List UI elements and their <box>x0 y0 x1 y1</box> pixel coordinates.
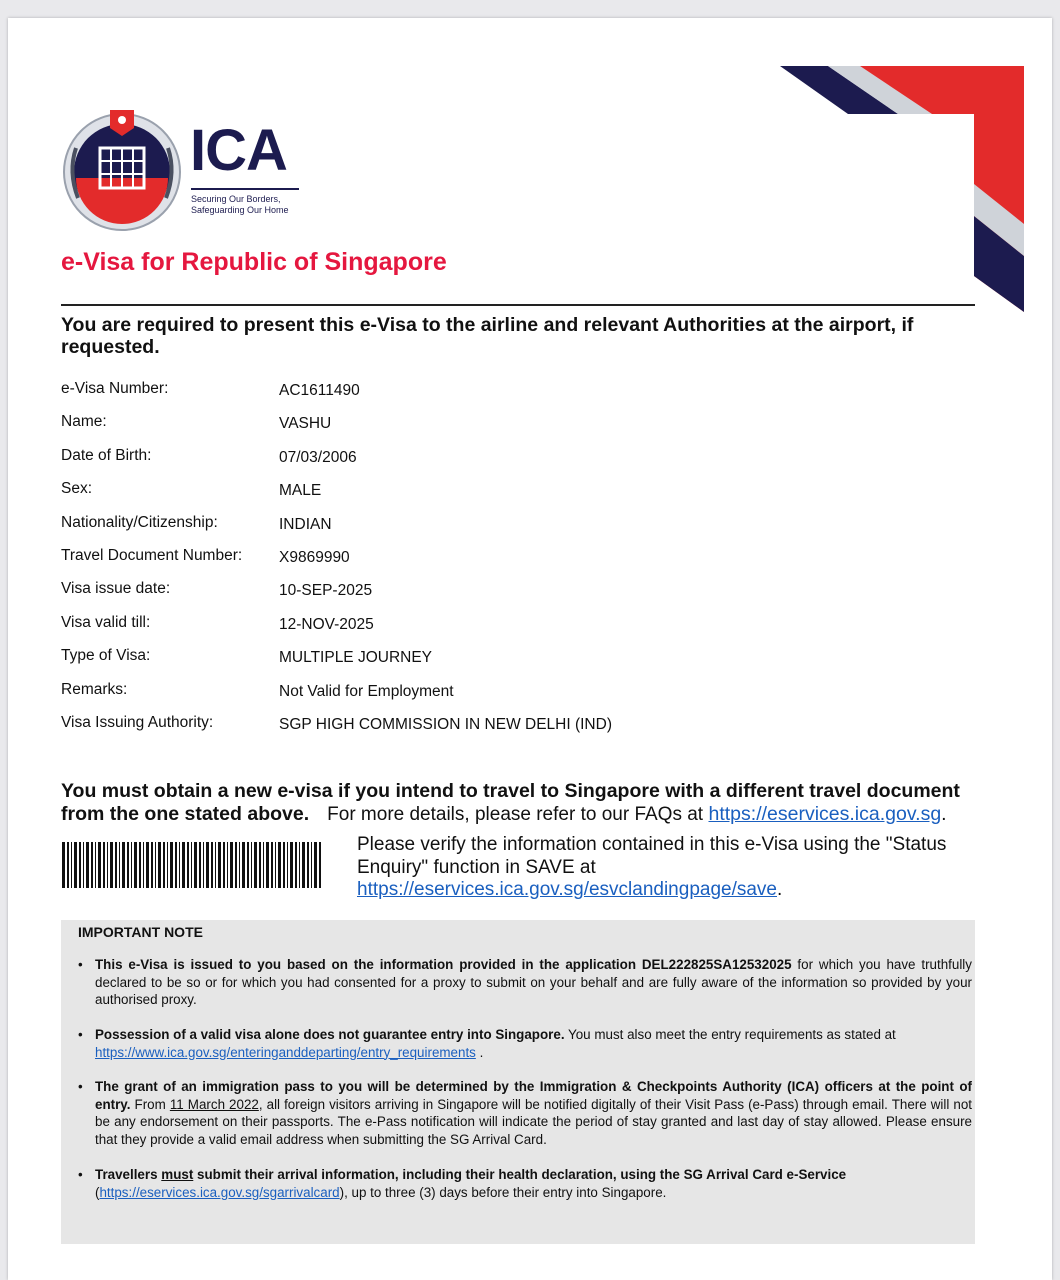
page-title: e-Visa for Republic of Singapore <box>61 248 447 276</box>
barcode-bar <box>307 842 309 888</box>
barcode-bar <box>182 842 185 888</box>
barcode-bar <box>175 842 177 888</box>
visa-field-row <box>61 411 961 444</box>
visa-field-row <box>61 378 961 411</box>
barcode-bar <box>103 842 105 888</box>
field-label: Name: <box>61 413 107 431</box>
barcode-bar <box>74 842 77 888</box>
barcode-bar <box>251 842 252 888</box>
barcode-bar <box>247 842 249 888</box>
barcode-bar <box>158 842 161 888</box>
field-value: 07/03/2006 <box>279 448 357 466</box>
logo-underline <box>191 188 299 190</box>
field-value: SGP HIGH COMMISSION IN NEW DELHI (IND) <box>279 715 612 733</box>
barcode-bar <box>203 842 204 888</box>
field-label: Visa issue date: <box>61 580 171 598</box>
barcode-bar <box>283 842 285 888</box>
visa-field-row <box>61 512 961 545</box>
barcode-bar <box>239 842 240 888</box>
barcode-image <box>62 842 324 888</box>
field-label: Nationality/Citizenship: <box>61 513 218 531</box>
barcode-bar <box>287 842 288 888</box>
barcode-bar <box>62 842 65 888</box>
field-label: Remarks: <box>61 680 128 698</box>
field-label: Travel Document Number: <box>61 546 243 564</box>
field-value: AC1611490 <box>279 382 360 399</box>
barcode-bar <box>295 842 297 888</box>
barcode-bar <box>266 842 269 888</box>
evisa-page <box>8 18 1052 1280</box>
barcode-bar <box>167 842 168 888</box>
barcode-bar <box>242 842 245 888</box>
barcode-bar <box>131 842 132 888</box>
barcode-bar <box>230 842 233 888</box>
sg-arrival-card-link[interactable]: https://eservices.ica.gov.sg/sgarrivalcard <box>99 1184 340 1200</box>
new-visa-notice: You must obtain a new e-visa if you intend to travel to Singapore with a different travel document from the one stated above. For more details, please refer to our FAQs at https://eservices.ica.gov.sg. <box>61 780 960 825</box>
barcode-bar <box>110 842 113 888</box>
field-value: MALE <box>279 482 322 500</box>
barcode-bar <box>254 842 257 888</box>
field-label: Sex: <box>61 480 93 498</box>
barcode-bar <box>143 842 144 888</box>
barcode-bar <box>115 842 117 888</box>
barcode-bar <box>151 842 153 888</box>
corner-stripes-decoration <box>780 66 1052 316</box>
barcode-bar <box>271 842 273 888</box>
barcode-bar <box>263 842 264 888</box>
barcode-bar <box>206 842 209 888</box>
barcode-bar <box>211 842 213 888</box>
barcode-bar <box>98 842 101 888</box>
barcode-bar <box>299 842 300 888</box>
barcode-bar <box>83 842 84 888</box>
faq-link[interactable]: https://eservices.ica.gov.sg <box>708 803 942 825</box>
barcode-bar <box>119 842 120 888</box>
barcode-bar <box>259 842 261 888</box>
save-status-enquiry-link[interactable]: https://eservices.ica.gov.sg/esvclandingpage/save <box>357 879 777 900</box>
field-label: Type of Visa: <box>61 647 151 665</box>
barcode-bar <box>67 842 69 888</box>
barcode-bar <box>218 842 221 888</box>
note-bullet-2: • Possession of a valid visa alone does not guarantee entry into Singapore. You must also meet the entry requirements as stated at https://www.ica.gov.sg/enteringanddeparting/entry_requirements . <box>78 1027 896 1060</box>
field-label: Visa valid till: <box>61 613 151 631</box>
barcode-bar <box>187 842 189 888</box>
field-value: 10-SEP-2025 <box>279 582 373 600</box>
field-value: 12-NOV-2025 <box>279 615 374 633</box>
barcode-bar <box>290 842 293 888</box>
barcode-bar <box>122 842 125 888</box>
field-label: Date of Birth: <box>61 446 152 464</box>
field-value: MULTIPLE JOURNEY <box>279 649 433 667</box>
visa-field-row <box>61 545 961 578</box>
barcode-bar <box>134 842 137 888</box>
barcode-bar <box>275 842 276 888</box>
barcode-bar <box>139 842 141 888</box>
present-notice: You are required to present this e-Visa to the airline and relevant Authorities at the airport, if requested. <box>61 314 914 358</box>
ica-logo-wordmark: ICA <box>190 118 287 183</box>
verify-notice: Please verify the information contained in this e-Visa using the "Status Enquiry" function in SAVE at https://eservices.ica.gov.sg/esvclandingpage/save. <box>357 834 947 900</box>
barcode-bar <box>227 842 228 888</box>
barcode-bar <box>302 842 305 888</box>
barcode-bar <box>314 842 317 888</box>
application-number: DEL222825SA12532025 <box>641 957 792 972</box>
visa-field-row <box>61 645 961 678</box>
visa-field-row <box>61 612 961 645</box>
barcode-bar <box>223 842 225 888</box>
barcode-bar <box>107 842 108 888</box>
barcode-bar <box>319 842 321 888</box>
barcode-bar <box>155 842 156 888</box>
title-divider <box>61 304 975 306</box>
field-value: INDIAN <box>279 515 332 533</box>
important-note-title: IMPORTANT NOTE <box>78 924 203 940</box>
barcode-bar <box>86 842 89 888</box>
note-bullet-1: • This e-Visa is issued to you based on the information provided in the application DEL222825SA12532025 for which you have truthfully declared to be so or for which you had consented for a proxy to submit on your behalf and are fully aware of the information so provided by your authorised proxy. <box>78 957 972 1007</box>
field-label: e-Visa Number: <box>61 380 169 397</box>
field-value: Not Valid for Employment <box>279 682 454 700</box>
note-bullet-3: • The grant of an immigration pass to you will be determined by the Immigration & Checkpoints Authority (ICA) officers at the point of entry. From 11 March 2022, all foreign visitors arriving in Singapore will be notified digitally of their Visit Pass (e-Pass) through email. There will not be any endorsement on their passports. The e-Pass notification will indicate the period of stay granted and last day of stay allowed. Please ensure that they provide a valid email address when submitting the SG Arrival Card. <box>78 1079 972 1147</box>
logo-tagline: Securing Our Borders, Safeguarding Our Home <box>191 194 289 215</box>
barcode-bar <box>179 842 180 888</box>
visa-field-row <box>61 478 961 511</box>
barcode-bar <box>95 842 96 888</box>
barcode-bar <box>71 842 72 888</box>
barcode-bar <box>127 842 129 888</box>
field-value: VASHU <box>279 415 332 433</box>
barcode-bar <box>91 842 93 888</box>
barcode-bar <box>163 842 165 888</box>
field-value: X9869990 <box>279 548 350 566</box>
note-bullet-4: • Travellers must submit their arrival information, including their health declaration, using the SG Arrival Card e-Service (https://eservices.ica.gov.sg/sgarrivalcard), up to three (3) days before their entry into Singapore. <box>78 1167 847 1200</box>
barcode-bar <box>235 842 237 888</box>
field-label: Visa Issuing Authority: <box>61 713 214 731</box>
barcode-bar <box>194 842 197 888</box>
barcode-bar <box>170 842 173 888</box>
barcode-bar <box>215 842 216 888</box>
barcode-bar <box>79 842 81 888</box>
barcode-bar <box>191 842 192 888</box>
barcode-bar <box>278 842 281 888</box>
barcode-bar <box>199 842 201 888</box>
barcode-bar <box>311 842 312 888</box>
visa-field-row <box>61 712 961 745</box>
entry-requirements-link[interactable]: https://www.ica.gov.sg/enteringanddeparting/entry_requirements <box>95 1044 476 1060</box>
visa-field-row <box>61 578 961 611</box>
barcode-bar <box>146 842 149 888</box>
important-note-box <box>61 920 975 1244</box>
visa-field-row <box>61 445 961 478</box>
visa-field-row <box>61 679 961 712</box>
visa-details-list <box>61 378 961 745</box>
